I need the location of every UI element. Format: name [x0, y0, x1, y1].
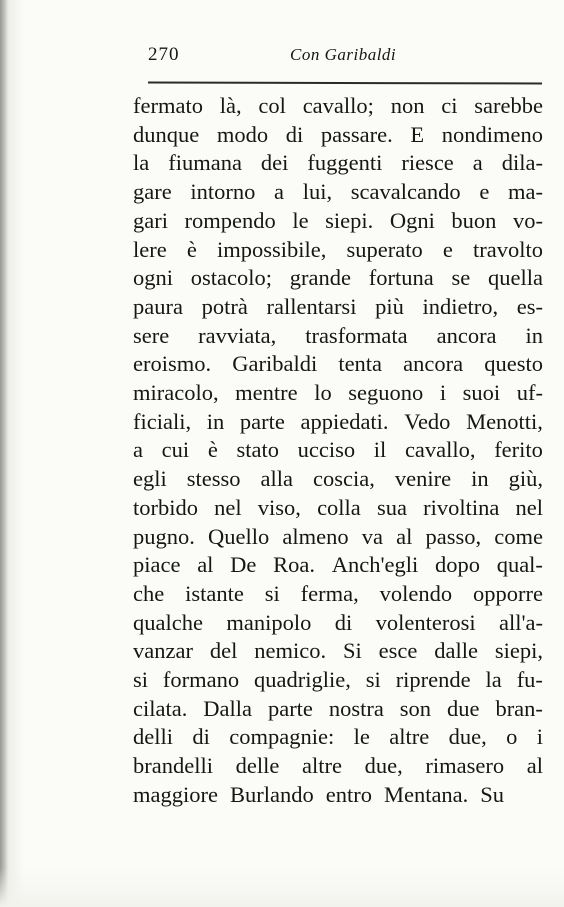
- word: ogni: [133, 265, 174, 291]
- word: non: [390, 93, 425, 118]
- word: alla: [260, 466, 293, 492]
- word: compagnie:: [229, 724, 335, 750]
- word: grande: [289, 265, 351, 291]
- word: rallentarsi: [266, 293, 357, 319]
- word: Mentana.: [383, 781, 469, 807]
- word: ancora: [403, 351, 464, 377]
- word: manipolo: [226, 609, 312, 635]
- word: De: [230, 552, 257, 578]
- word: a: [274, 179, 285, 205]
- word: di: [334, 609, 353, 635]
- word: a: [472, 150, 483, 176]
- word: entro: [325, 781, 372, 807]
- word: E: [410, 121, 425, 147]
- word: Su: [480, 781, 505, 807]
- word: due,: [448, 724, 487, 750]
- word: come: [494, 523, 543, 549]
- word: dila-: [501, 150, 543, 176]
- word: lo: [314, 380, 332, 406]
- word: colla: [317, 494, 361, 520]
- text-line: [133, 695, 543, 724]
- word: sarebbe: [474, 93, 543, 118]
- word: siepi,: [494, 638, 543, 664]
- word: viso,: [257, 494, 301, 520]
- word: sere: [133, 322, 170, 348]
- word: cilata.: [133, 695, 188, 721]
- page-bottom-margin: [0, 867, 564, 907]
- word: passo,: [425, 523, 482, 549]
- text-line: [133, 637, 543, 666]
- word: fermato: [133, 93, 203, 118]
- word: lere: [133, 236, 167, 262]
- word: gare: [133, 179, 172, 205]
- word: vo-: [512, 207, 543, 233]
- word: ancora: [436, 322, 497, 348]
- word: delli: [133, 724, 173, 750]
- word: potrà: [201, 293, 248, 319]
- word: passare.: [320, 121, 393, 147]
- word: trasformata: [305, 322, 408, 348]
- word: fiumana: [168, 150, 242, 176]
- word: quella: [487, 265, 543, 291]
- word: vanzar: [133, 638, 193, 664]
- word: quadriglie,: [254, 667, 351, 693]
- word: in: [206, 408, 225, 434]
- word: va: [361, 523, 383, 549]
- text-line: [133, 264, 543, 293]
- word: due,: [364, 753, 403, 779]
- word: si: [264, 580, 280, 606]
- word: rivoltina: [423, 494, 500, 520]
- word: dei: [260, 150, 289, 176]
- word: è: [207, 437, 218, 463]
- word: Si: [342, 638, 362, 664]
- word: stesso: [186, 466, 241, 492]
- word: il: [373, 437, 387, 463]
- word: volendo: [379, 580, 453, 606]
- word: e: [479, 179, 490, 205]
- word: ferito: [494, 437, 543, 463]
- word: egli: [133, 466, 167, 492]
- word: siepi.: [325, 207, 374, 233]
- word: del: [209, 638, 238, 664]
- word: Dalla: [203, 695, 253, 721]
- word: es-: [516, 293, 543, 319]
- word: miracolo,: [133, 380, 219, 406]
- word: questo: [484, 351, 543, 377]
- word: ficiali,: [133, 408, 192, 434]
- word: nondimeno: [441, 121, 543, 147]
- word: ravviata,: [198, 322, 277, 348]
- word: seguono: [348, 380, 424, 406]
- word: buon: [451, 207, 497, 233]
- word: le: [292, 207, 309, 233]
- word: cavallo,: [404, 437, 476, 463]
- word: suoi: [462, 380, 501, 406]
- word: sua: [376, 494, 407, 520]
- word: e: [442, 236, 453, 262]
- word: esce: [378, 638, 418, 664]
- word: di: [192, 724, 210, 750]
- text-line: [133, 408, 543, 437]
- word: nemico.: [254, 638, 327, 664]
- word: nel: [214, 494, 242, 520]
- word: indietro,: [422, 293, 499, 319]
- running-title: Con Garibaldi: [290, 45, 397, 64]
- text-line: [133, 494, 543, 523]
- word: ci: [441, 93, 458, 118]
- word: son: [399, 695, 432, 721]
- word: delle: [235, 753, 280, 779]
- word: parte: [267, 695, 313, 721]
- word: Roa.: [273, 552, 315, 578]
- word: parte: [239, 408, 285, 434]
- word: dalle: [434, 638, 478, 664]
- word: dopo: [434, 552, 480, 578]
- word: opporre: [472, 580, 543, 606]
- word: Garibaldi: [232, 351, 318, 377]
- word: paura: [133, 293, 183, 319]
- word: stato: [236, 437, 279, 463]
- word: fuggenti: [307, 150, 383, 176]
- word: superato: [346, 236, 423, 262]
- word: al: [197, 552, 214, 578]
- word: qual-: [496, 552, 543, 578]
- word: eroismo.: [133, 351, 212, 377]
- word: è: [186, 236, 197, 262]
- word: ucciso: [297, 437, 356, 463]
- text-line: [133, 436, 543, 465]
- word: Anch'egli: [331, 552, 419, 578]
- word: al: [396, 523, 413, 549]
- word: impossibile,: [216, 236, 327, 262]
- word: dunque: [133, 121, 200, 147]
- word: mentre: [235, 380, 298, 406]
- word: riprende: [395, 667, 471, 693]
- word: se: [451, 265, 471, 291]
- word: altre: [389, 724, 430, 750]
- word: formano: [162, 667, 240, 693]
- word: o: [506, 724, 518, 750]
- word: almeno: [282, 523, 349, 549]
- text-line: [133, 121, 543, 150]
- word: rimasero: [425, 753, 505, 779]
- word: modo: [216, 121, 269, 147]
- text-line: [133, 178, 543, 207]
- word: scavalcando: [350, 179, 461, 205]
- word: al: [526, 753, 543, 779]
- word: in: [471, 466, 489, 492]
- word: fu-: [516, 667, 543, 693]
- word: bran-: [495, 695, 543, 721]
- word: intorno: [190, 179, 256, 205]
- word: ma-: [508, 179, 543, 205]
- word: tenta: [338, 351, 383, 377]
- word: travolto: [472, 236, 543, 262]
- word: giù,: [508, 466, 543, 492]
- word: istante: [185, 580, 244, 606]
- text-line: [133, 322, 543, 351]
- word: fortuna: [368, 265, 434, 291]
- word: a: [133, 437, 143, 463]
- word: di: [285, 121, 304, 147]
- word: Burlando: [229, 781, 314, 807]
- word: torbido: [133, 494, 198, 520]
- word: più: [375, 293, 404, 319]
- word: i: [439, 380, 447, 406]
- binding-shadow: [0, 0, 8, 907]
- word: uf-: [516, 380, 543, 406]
- word: piace: [133, 552, 181, 578]
- text-line: [133, 752, 543, 781]
- word: cui: [161, 437, 190, 463]
- word: riesce: [401, 150, 454, 176]
- word: la: [485, 667, 502, 693]
- word: venire: [394, 466, 452, 492]
- word: ferma,: [300, 580, 359, 606]
- text-line: [133, 523, 543, 552]
- text-line: [133, 350, 543, 379]
- word: Ogni: [389, 207, 435, 233]
- word: Vedo: [404, 408, 451, 434]
- page-header: [148, 44, 542, 74]
- word: Menotti,: [466, 408, 543, 434]
- word: Quello: [208, 523, 270, 549]
- word: in: [525, 322, 543, 348]
- text-line: [133, 666, 543, 695]
- word: là,: [219, 93, 242, 118]
- word: si: [365, 667, 381, 693]
- word: altre: [302, 753, 342, 779]
- word: nel: [515, 494, 543, 520]
- text-line: [133, 465, 543, 494]
- word: volenterosi: [375, 609, 476, 635]
- word: ostacolo;: [190, 265, 272, 291]
- word: rompendo: [184, 207, 276, 233]
- text-line: [133, 92, 543, 121]
- text-line: [133, 580, 543, 609]
- word: le: [353, 724, 370, 750]
- text-line: [133, 723, 543, 752]
- word: gari: [133, 207, 168, 233]
- page-number: 270: [148, 44, 180, 65]
- word: cavallo;: [302, 93, 374, 118]
- word: due: [447, 695, 480, 721]
- word: qualche: [133, 609, 203, 635]
- header-rule: [148, 81, 542, 84]
- text-line: [133, 207, 543, 236]
- word: pugno.: [133, 523, 195, 549]
- body-text: [133, 92, 543, 810]
- word: coscia,: [313, 466, 375, 492]
- word: si: [133, 667, 149, 693]
- text-line: [133, 781, 543, 810]
- text-line: [133, 149, 543, 178]
- word: i: [536, 724, 543, 750]
- word: col: [258, 93, 286, 118]
- text-line: [133, 236, 543, 265]
- text-line: [133, 609, 543, 638]
- word: lui,: [302, 179, 333, 205]
- word: brandelli: [133, 753, 213, 779]
- word: la: [133, 150, 150, 176]
- word: all'a-: [498, 609, 543, 635]
- word: che: [133, 580, 165, 606]
- text-line: [133, 551, 543, 580]
- text-line: [133, 293, 543, 322]
- word: appiedati.: [300, 408, 389, 434]
- word: nostra: [328, 695, 384, 721]
- word: maggiore: [133, 781, 218, 807]
- text-line: [133, 379, 543, 408]
